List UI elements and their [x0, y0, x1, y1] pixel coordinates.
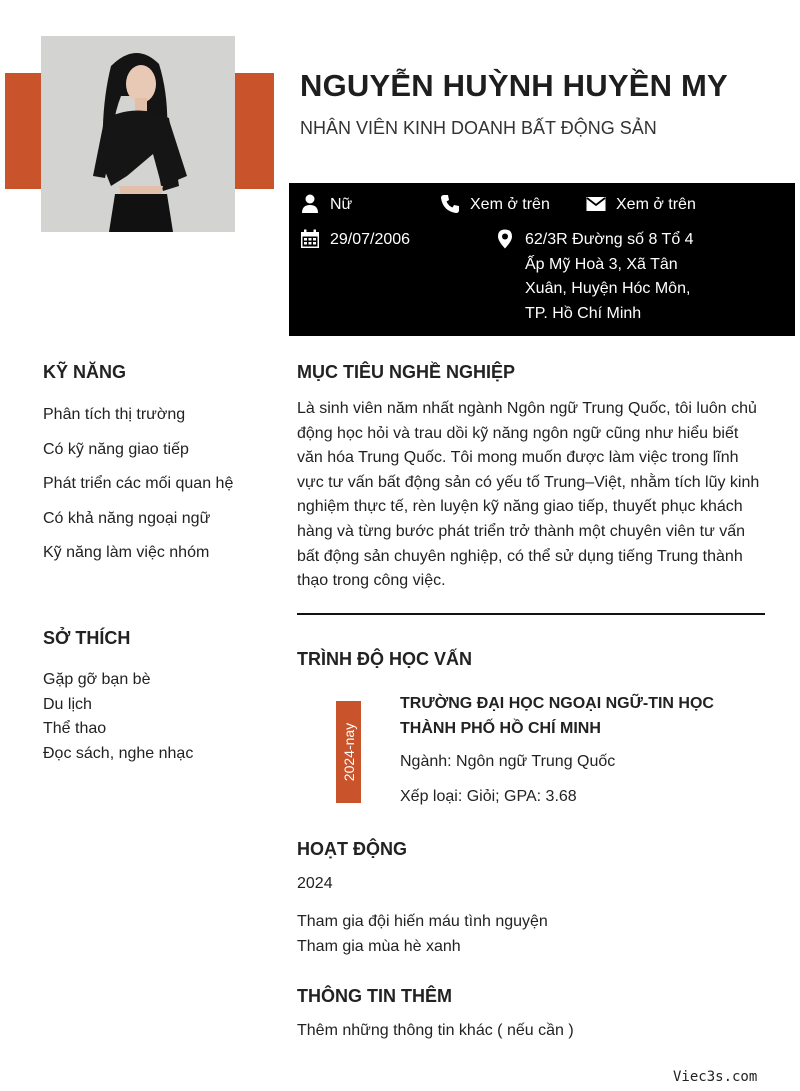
objective-heading: MỤC TIÊU NGHỀ NGHIỆP: [297, 362, 516, 382]
address-line: Xuân, Huyện Hóc Môn,: [525, 280, 691, 297]
hobby-item: Gặp gỡ bạn bè: [43, 671, 151, 688]
accent-bar-left: [5, 73, 43, 189]
email-value: Xem ở trên: [616, 196, 696, 213]
skill-item: Có khả năng ngoại ngữ: [43, 509, 211, 527]
gender-value: Nữ: [330, 196, 353, 213]
profile-photo: [41, 36, 235, 232]
contact-info-box: [289, 183, 795, 336]
education-heading: TRÌNH ĐỘ HỌC VẤN: [297, 649, 472, 669]
phone-icon: [439, 193, 461, 215]
education-major: Ngành: Ngôn ngữ Trung Quốc: [400, 753, 616, 770]
watermark: Viec3s.com: [673, 1069, 758, 1085]
education-grade: Xếp loại: Giỏi; GPA: 3.68: [400, 788, 577, 805]
accent-bar-right: [234, 73, 274, 189]
activity-item: Tham gia đội hiến máu tình nguyện: [297, 913, 548, 930]
contact-email: [585, 193, 696, 218]
address-value: [525, 228, 694, 326]
skill-item: Phát triển các mối quan hệ: [43, 475, 234, 492]
school-name: TRƯỜNG ĐẠI HỌC NGOẠI NGỮ-TIN HỌC THÀNH PHỐ HỒ CHÍ MINH: [400, 695, 714, 737]
activities-heading: HOẠT ĐỘNG: [297, 839, 407, 859]
activity-item: Tham gia mùa hè xanh: [297, 937, 461, 955]
calendar-icon: [299, 228, 321, 250]
skill-item: Kỹ năng làm việc nhóm: [43, 544, 210, 561]
hobby-item: Thể thao: [43, 720, 107, 738]
address-line: TP. Hồ Chí Minh: [525, 304, 642, 322]
address-line: Ấp Mỹ Hoà 3, Xã Tân: [525, 255, 678, 273]
hobby-item: Du lịch: [43, 695, 92, 713]
skill-item: Phân tích thị trường: [43, 406, 186, 423]
more-info-heading: THÔNG TIN THÊM: [297, 986, 452, 1006]
hobby-item: Đọc sách, nghe nhạc: [43, 745, 194, 763]
skill-item: Có kỹ năng giao tiếp: [43, 440, 189, 458]
dob-value: 29/07/2006: [330, 231, 411, 248]
hobbies-list: [43, 668, 263, 767]
skills-list: [43, 403, 241, 576]
contact-address: [494, 228, 694, 326]
person-icon: [299, 193, 321, 215]
section-divider: [297, 613, 765, 615]
hobbies-heading: SỞ THÍCH: [43, 628, 131, 648]
contact-phone: [439, 193, 550, 218]
education-period: 2024-nay: [340, 722, 357, 782]
contact-dob: [299, 228, 410, 253]
location-pin-icon: [494, 228, 516, 250]
education-period-tag: [336, 701, 361, 803]
objective-text: Là sinh viên năm nhất ngành Ngôn ngữ Trung Quốc, tôi luôn chủ động học hỏi và trau dồi kỹ năng ngôn ngữ cũng như hiểu biết văn hóa Trung Quốc. Tôi mong muốn được làm việc trong lĩnh vực tư vấn bất động sản có yếu tố Trung–Việt, nhằm tích lũy kinh nghiệm thực tế, rèn luyện kỹ năng giao tiếp, thuyết phục khách hàng và từng bước phát triển trở thành một chuyên viên tư vấn bất động sản chuyên nghiệp, có thể sử dụng tiếng Trung thành thạo trong công việc.: [297, 400, 760, 590]
job-position: NHÂN VIÊN KINH DOANH BẤT ĐỘNG SẢN: [300, 118, 657, 138]
mail-icon: [585, 193, 607, 215]
address-line: 62/3R Đường số 8 Tổ 4: [525, 231, 694, 248]
candidate-name: NGUYỄN HUỲNH HUYỀN MY: [300, 68, 728, 103]
activities-year: 2024: [297, 875, 333, 892]
profile-photo-illustration: [41, 36, 235, 232]
more-info-text: Thêm những thông tin khác ( nếu cần ): [297, 1022, 574, 1039]
skills-heading: KỸ NĂNG: [43, 362, 127, 382]
phone-value: Xem ở trên: [470, 196, 550, 213]
contact-gender: [299, 193, 352, 218]
activities-list: [297, 910, 548, 959]
